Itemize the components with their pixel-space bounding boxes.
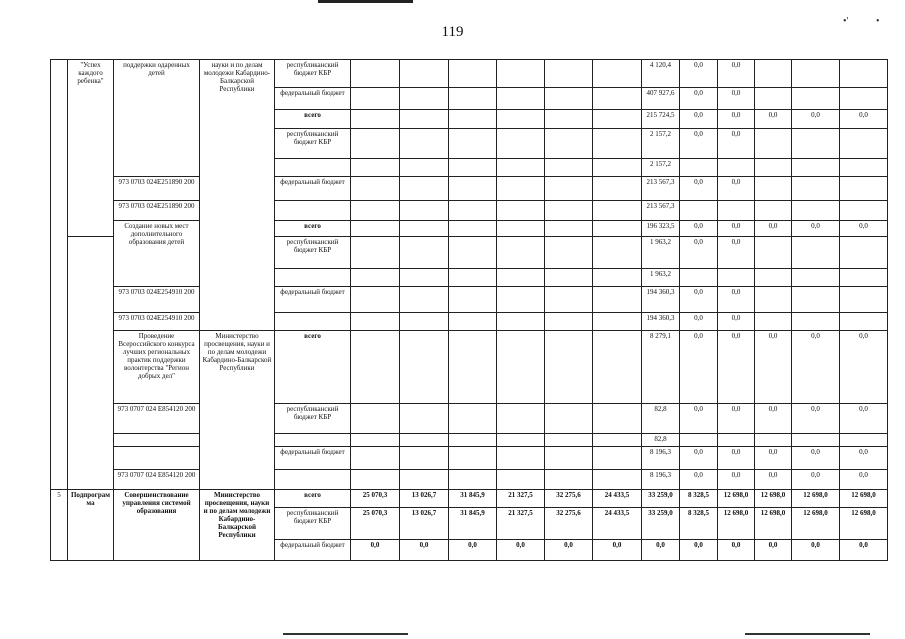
scan-speck: •' [843, 16, 849, 27]
table-row [51, 177, 888, 201]
cell: 213 567,3 [642, 177, 680, 201]
measure-name: поддержки одаренных детей [114, 60, 200, 177]
budget-source: всего [275, 331, 351, 404]
cell: 0,0 [840, 404, 888, 434]
cell: 0,0 [642, 540, 680, 561]
measure-name: Создание новых мест дополнительного образования детей [114, 221, 200, 287]
cell: 1 963,2 [642, 237, 680, 269]
cell: 0,0 [718, 470, 755, 490]
budget-code: 973 0703 024E254910 200 [114, 287, 200, 313]
project-name: "Успех каждого ребенка" [68, 60, 114, 237]
cell: 0,0 [718, 313, 755, 331]
cell: 2 157,2 [642, 129, 680, 159]
cell: 0,0 [497, 540, 545, 561]
cell: 0,0 [680, 60, 718, 88]
cell: 0,0 [680, 221, 718, 237]
cell: 0,0 [680, 287, 718, 313]
cell: 8 328,5 [680, 490, 718, 508]
cell: 1 963,2 [642, 269, 680, 287]
cell: 8 328,5 [680, 508, 718, 540]
cell: 8 196,3 [642, 447, 680, 470]
cell: 12 698,0 [840, 490, 888, 508]
cell: 4 120,4 [642, 60, 680, 88]
budget-table [50, 59, 888, 561]
cell: 12 698,0 [840, 508, 888, 540]
cell: 0,0 [755, 404, 792, 434]
table-row [51, 313, 888, 331]
cell: 24 433,5 [593, 490, 642, 508]
cell: 0,0 [680, 313, 718, 331]
cell: 194 360,3 [642, 287, 680, 313]
cell: 0,0 [718, 177, 755, 201]
budget-source: федеральный бюджет [275, 287, 351, 313]
cell: 21 327,5 [497, 508, 545, 540]
table-row [51, 60, 888, 88]
cell: 0,0 [718, 129, 755, 159]
cell: 0,0 [792, 110, 840, 129]
budget-source: федеральный бюджет [275, 88, 351, 110]
cell: 32 275,6 [545, 490, 593, 508]
budget-source: федеральный бюджет [275, 540, 351, 561]
table-row [51, 331, 888, 404]
table-row [51, 490, 888, 508]
budget-source: всего [275, 221, 351, 237]
cell: 0,0 [680, 129, 718, 159]
cell: 0,0 [400, 540, 449, 561]
cell: 0,0 [449, 540, 497, 561]
table-row [51, 434, 888, 447]
cell: 0,0 [718, 237, 755, 269]
cell: 0,0 [680, 177, 718, 201]
cell: 82,8 [642, 404, 680, 434]
cell: 0,0 [718, 331, 755, 404]
table-row [51, 221, 888, 237]
scan-speck: • [876, 16, 880, 27]
subprogram-label: Подпрограмма [68, 490, 114, 561]
cell: 0,0 [792, 470, 840, 490]
cell: 0,0 [792, 447, 840, 470]
cell: 31 845,9 [449, 490, 497, 508]
cell: 13 026,7 [400, 490, 449, 508]
cell: 82,8 [642, 434, 680, 447]
cell: 33 259,0 [642, 508, 680, 540]
cell: 196 323,5 [642, 221, 680, 237]
cell: 215 724,5 [642, 110, 680, 129]
responsible-executor: Министерство просвещения, науки и по делам молодежи Кабардино-Балкарской Республики [200, 490, 275, 561]
cell: 0,0 [755, 447, 792, 470]
budget-source: всего [275, 490, 351, 508]
cell: 0,0 [792, 404, 840, 434]
cell: 0,0 [840, 110, 888, 129]
cell: 0,0 [718, 287, 755, 313]
scan-artifact [283, 633, 408, 635]
scan-artifact [318, 0, 413, 3]
cell: 12 698,0 [755, 508, 792, 540]
measure-name: Совершенствование управления системой образования [114, 490, 200, 561]
cell: 0,0 [718, 447, 755, 470]
table-row [51, 201, 888, 221]
table-row [51, 447, 888, 470]
budget-source: республиканский бюджет КБР [275, 129, 351, 159]
table-row [51, 470, 888, 490]
scan-artifact [745, 633, 870, 635]
budget-source: всего [275, 110, 351, 129]
budget-code: 973 0703 024E251890 200 [114, 201, 200, 221]
measure-name: Проведение Всероссийского конкурса лучших региональных практик поддержки волонтерства "Регион добрых дел" [114, 331, 200, 404]
budget-code: 973 0707 024 E854120 200 [114, 404, 200, 434]
cell: 0,0 [840, 540, 888, 561]
cell: 0,0 [680, 110, 718, 129]
cell: 12 698,0 [718, 490, 755, 508]
cell: 0,0 [545, 540, 593, 561]
cell: 0,0 [840, 331, 888, 404]
cell: 0,0 [755, 331, 792, 404]
cell: 8 196,3 [642, 470, 680, 490]
cell: 0,0 [718, 540, 755, 561]
cell: 0,0 [755, 221, 792, 237]
cell: 0,0 [792, 331, 840, 404]
budget-source: федеральный бюджет [275, 177, 351, 201]
cell: 31 845,9 [449, 508, 497, 540]
cell: 0,0 [680, 88, 718, 110]
table-row [51, 404, 888, 434]
cell: 33 259,0 [642, 490, 680, 508]
cell: 32 275,6 [545, 508, 593, 540]
cell: 194 360,3 [642, 313, 680, 331]
cell: 0,0 [718, 60, 755, 88]
cell: 0,0 [351, 540, 400, 561]
budget-code: 973 0703 024E251890 200 [114, 177, 200, 201]
cell: 12 698,0 [718, 508, 755, 540]
cell: 213 567,3 [642, 201, 680, 221]
cell: 0,0 [680, 447, 718, 470]
page-number: 119 [441, 24, 464, 40]
cell: 0,0 [593, 540, 642, 561]
cell: 0,0 [840, 470, 888, 490]
cell: 0,0 [680, 470, 718, 490]
cell: 0,0 [680, 331, 718, 404]
budget-code: 973 0703 024E254910 200 [114, 313, 200, 331]
cell: 0,0 [680, 540, 718, 561]
cell: 13 026,7 [400, 508, 449, 540]
row-number: 5 [51, 490, 68, 561]
cell: 0,0 [718, 88, 755, 110]
budget-source: республиканский бюджет КБР [275, 508, 351, 540]
cell: 21 327,5 [497, 490, 545, 508]
cell: 2 157,2 [642, 159, 680, 177]
table-row [51, 287, 888, 313]
budget-source: республиканский бюджет КБР [275, 404, 351, 434]
cell: 0,0 [792, 540, 840, 561]
cell: 25 070,3 [351, 508, 400, 540]
cell: 407 927,6 [642, 88, 680, 110]
cell: 12 698,0 [792, 508, 840, 540]
cell: 0,0 [718, 221, 755, 237]
budget-source: федеральный бюджет [275, 447, 351, 470]
budget-code: 973 0707 024 E854120 200 [114, 470, 200, 490]
cell: 0,0 [680, 404, 718, 434]
cell: 0,0 [755, 110, 792, 129]
cell: 0,0 [755, 540, 792, 561]
responsible-executor: Министерство просвещения, науки и по делам молодежи Кабардино-Балкарской Республики [200, 331, 275, 490]
cell: 24 433,5 [593, 508, 642, 540]
cell: 12 698,0 [792, 490, 840, 508]
cell: 0,0 [840, 447, 888, 470]
budget-source: республиканский бюджет КБР [275, 60, 351, 88]
cell: 12 698,0 [755, 490, 792, 508]
cell: 0,0 [718, 110, 755, 129]
cell: 0,0 [680, 237, 718, 269]
cell: 25 070,3 [351, 490, 400, 508]
cell: 0,0 [718, 404, 755, 434]
responsible-executor: науки и по делам молодежи Кабардино-Балкарской Республики [200, 60, 275, 331]
cell: 0,0 [840, 221, 888, 237]
cell: 0,0 [792, 221, 840, 237]
budget-source: республиканский бюджет КБР [275, 237, 351, 269]
cell: 0,0 [755, 470, 792, 490]
cell: 8 279,1 [642, 331, 680, 404]
